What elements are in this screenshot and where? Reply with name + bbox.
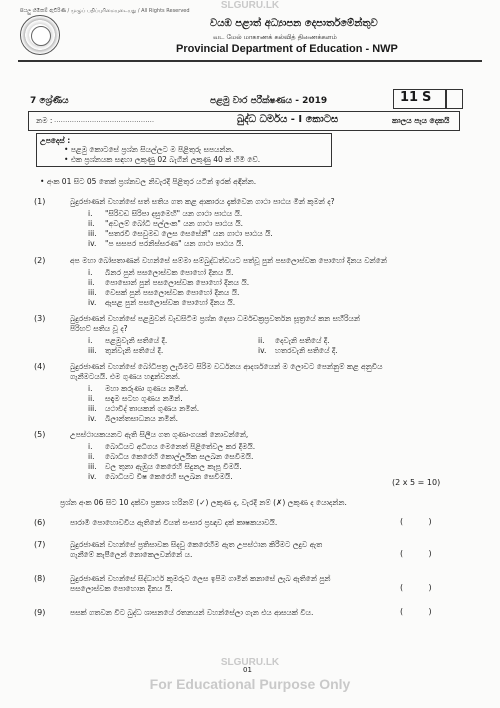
question-text: බුදුරජාණන් වහන්සේ සිද්ධාර්ථ කුමරුව ලෙස ඉපිම ගාමින් කනාසේ ලැබ ඇතිනේ පුන් <box>70 574 331 583</box>
question-number: (4) <box>34 362 46 371</box>
rights-reserved-line: සියලු හිමිකම් ඇවිරිණි / முழுப் பதிப்புரிமையுடையது / All Rights Reserved <box>20 8 190 14</box>
question-text: පාරාමී පොහොවවිය ඇතිනේ වියත් සංසාර ප්‍රඥාව දක් කෘෂකයාවයි. <box>70 518 278 527</box>
provincial-emblem-icon <box>20 15 60 55</box>
question-number: (7) <box>34 540 46 549</box>
question-text: බුදුරජාණන් වහන්සේ පළමුවන් වැඩසිටිම ප්‍රශ්න දෙසා ධර්මචක්‍රප්‍රවර්තන සූත්‍රයේ කන සහීරියන් <box>70 314 360 323</box>
option-text: වෙසක් පුන් පසලොස්වක පොහෝ දිනය යි. <box>105 288 240 297</box>
answer-bracket[interactable]: ( ) <box>400 607 432 616</box>
watermark-top: SLGURU.LK <box>220 0 280 11</box>
marks-note: (2 x 5 = 10) <box>392 478 441 487</box>
watermark-bottom: For Educational Purpose Only <box>149 676 351 692</box>
section1-instruction: • අංක 01 සිට 05 තෙක් ප්‍රශ්නවල නිවැරදි පිළිතුර යටින් ඉරක් අඳින්න. <box>40 177 257 186</box>
option-label: ii. <box>258 336 265 345</box>
question-text: ගැනීමටයයි. එම ගුණය හඳුන්වනන්. <box>70 372 181 381</box>
section2-instruction: ප්‍රශ්න අංක 06 සිට 10 දක්වා ප්‍රකාශ හරිනම් (✓) ලකුණ ද, වැරදි නම් (✗) ලකුණ ද යොදන්න. <box>60 498 347 507</box>
option-text: ඇසළ පුන් පසලොස්වක පොහෝ දිනය යි. <box>105 298 236 307</box>
option-label: iv. <box>88 472 97 481</box>
question-text: ගැනීමේ කැපීලෙන් නොකෙලවන්නේ ය. <box>70 550 193 559</box>
option-text: මහා කරුණා ගුණය නමින්. <box>105 384 189 393</box>
question-number: (6) <box>34 518 46 527</box>
question-text: බුදුරජාණන් වහන්සේ ප්‍රතිසාවක සිදවු කෙරෙහිම ඇත උපස්ථාන කිරීමට ලදුව ඇත <box>70 540 323 549</box>
name-label: නම : <box>36 116 53 125</box>
question-number: (8) <box>34 574 46 583</box>
dept-sinhala: වයඹ පළාත් අධ්‍යාපන දෙපාර්තමේන්තුව <box>210 18 378 29</box>
option-label: iii. <box>88 288 97 297</box>
option-label: i. <box>88 336 93 345</box>
instruction-item: • පළමු කොටසේ ප්‍රශ්න සියල්ලට ම පිළිතුරු සපයන්න. <box>64 145 234 154</box>
term-title: පළමු වාර පරීක්ෂණය - 2019 <box>210 96 328 106</box>
watermark-mid: SLGURU.LK <box>220 657 280 668</box>
option-text: යථාවිද් තායකන් ගුණය නමින්. <box>105 404 200 413</box>
answer-bracket[interactable]: ( ) <box>400 549 432 558</box>
question-number: (9) <box>34 608 46 617</box>
option-text: සඳැම සටහ ගුණය නමින්. <box>105 394 183 403</box>
option-label: ii. <box>88 278 95 287</box>
option-text: බොධිය කෙරෙහි කොල්ලයික සලඛන සෙවීමයි. <box>105 452 254 461</box>
question-number: (5) <box>34 430 46 439</box>
option-label: iv. <box>88 414 97 423</box>
question-text: උපස්ථායකයනට ඇති සිලීය ගත ගුණාංගයක් නොවන්නේ, <box>70 430 249 439</box>
duration-label: කාලය පැය දෙකයි <box>392 116 450 125</box>
option-text: බොධියට විෂ කෙරෙහි සලඛන සෙවීමයි. <box>105 472 233 481</box>
option-text: පළමුවැනි සතියේ දී. <box>105 336 168 345</box>
option-label: ii. <box>88 452 95 461</box>
option-label: iv. <box>258 346 267 355</box>
paper-code-extra-box <box>445 89 463 109</box>
option-text: "සිරිවඩ සිරිපා දසුමෙහි" යන ගාථා පාඨය යි. <box>105 209 243 218</box>
question-text: අප මහා බෝසතාණන් වහන්සේ සම්මා සම්බුද්ධත්වයට පත්වූ පුන් පසලොස්වක පොහෝ දිනය වන්නේ <box>70 256 387 265</box>
paper-code-number: 11 <box>400 90 419 105</box>
subject-title: බුද්ධ ධර්මය - I කොටස <box>237 114 339 125</box>
option-label: iii. <box>88 404 97 413</box>
option-label: iv. <box>88 239 97 248</box>
option-text: බිලාන්තසාධනය නමින්. <box>105 414 178 423</box>
dept-english: Provincial Department of Education - NWP <box>176 43 398 55</box>
option-label: iii. <box>88 229 97 238</box>
question-text: පසලොස්වක පොහොන දිනය යි. <box>70 584 173 593</box>
option-text: පොසොන් පුන් පසලොස්වක පොහෝ දිනය යි. <box>105 278 250 287</box>
question-text: පසක් ගතවන විට බුද්ධ ශාසනයේ රතනයන් වහන්සේලා ගැන එය ආසයක් වීය. <box>70 608 314 617</box>
option-text: බොධියට අධිගය මෙනෙත් පිළිතේවල කර දීමයි. <box>105 442 256 451</box>
option-label: iv. <box>88 298 97 307</box>
header-rule <box>18 60 482 62</box>
option-text: හතරවැනි සතියේ දී. <box>275 346 338 355</box>
option-label: i. <box>88 268 93 277</box>
name-blank: ............................................. <box>54 116 155 124</box>
option-text: "සතරවී සෙවුමඩ ලෙස සෙසේනී" යන ගාථා පාඨය යි. <box>105 229 273 238</box>
question-text: බුදුරජාණන් වහන්සේ බෝධිපත්‍ර ලැබීමට සිරිම වර්ධනය ආදර්ශයෙන් ම ලොවට පෙන්නුම් කළ අනුවිය <box>70 362 383 371</box>
option-text: "අවලම් බෝධී පල්ලංක" යන ගාථා පාඨය යි. <box>105 219 243 228</box>
option-label: ii. <box>88 219 95 228</box>
question-number: (2) <box>34 256 46 265</box>
question-number: (1) <box>34 197 46 206</box>
question-text: බුදුරජාණන් වහන්සේ සත් සතිය ගත කළ ආකාරය දැක්වෙන ගාථා පාඨය මින් කුමන් ද? <box>70 197 335 206</box>
option-label: i. <box>88 442 93 451</box>
option-text: දෙවැනි සතියේ දී. <box>275 336 330 345</box>
option-label: iii. <box>88 462 97 471</box>
option-text: තුන්වැනි සතියේ දී. <box>105 346 164 355</box>
option-text: බිනර පුන් පසලොස්වක පොහෝ දිනය යි. <box>105 268 234 277</box>
grade-label: 7 ශ්‍රේණිය <box>30 96 69 106</box>
paper-code-letter: S <box>422 90 432 105</box>
option-label: iii. <box>88 346 97 355</box>
option-label: ii. <box>88 394 95 403</box>
option-label: i. <box>88 209 93 218</box>
option-label: i. <box>88 384 93 393</box>
option-text: වල තුනා ඇඹුය කෙරෙහි සිදුනල කැපූ වීමයි. <box>105 462 242 471</box>
instructions-title: උපදෙස් : <box>40 136 71 145</box>
page-number: 01 <box>243 666 252 674</box>
dept-tamil: வட மேல் மாகாணக் கல்வித் திணைக்களம் <box>213 33 337 41</box>
question-text: පිරිහට් සතිය වූ ද? <box>70 324 128 333</box>
instruction-item: • එක ප්‍රශ්නයක සඳහා ලකුණු 02 බැගින් ලකුණු 40 ක් හිමි වේ. <box>64 155 261 164</box>
answer-bracket[interactable]: ( ) <box>400 583 432 592</box>
option-text: "ප සසපර පරනිස්සරණ" යන ගාථා පාඨය යි. <box>105 239 244 248</box>
question-number: (3) <box>34 314 46 323</box>
answer-bracket[interactable]: ( ) <box>400 517 432 526</box>
